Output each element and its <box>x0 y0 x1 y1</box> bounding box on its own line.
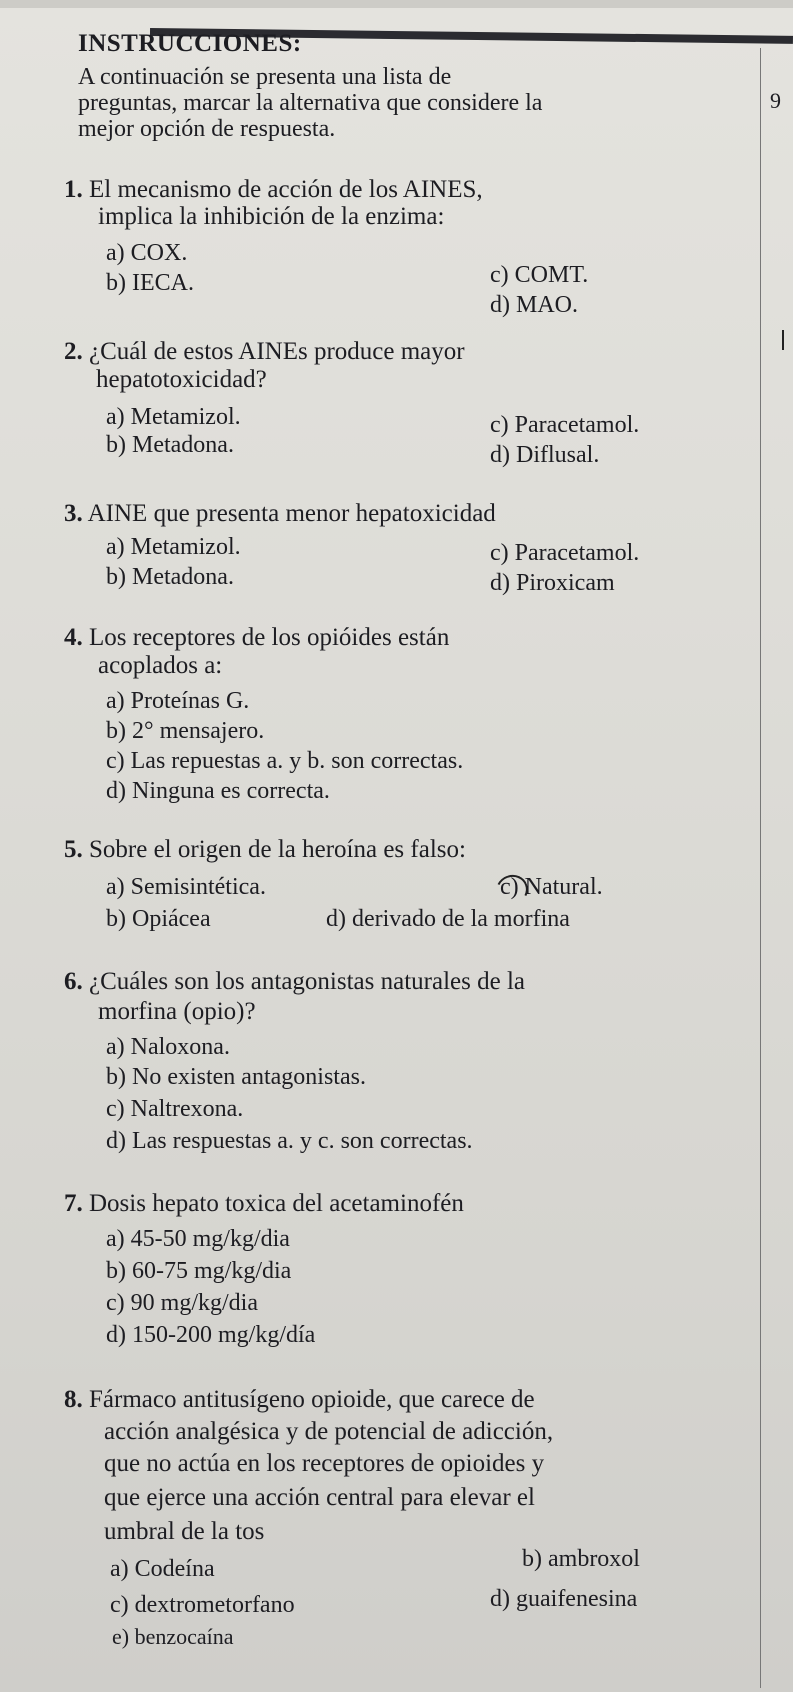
option-2a[interactable]: a) Metamizol. <box>106 404 241 430</box>
option-8b[interactable]: b) ambroxol <box>522 1546 640 1572</box>
question-number: 1. <box>64 176 83 203</box>
option-6d[interactable]: d) Las respuestas a. y c. son correctas. <box>106 1128 473 1154</box>
intro-line-2: preguntas, marcar la alternativa que considere la <box>78 90 543 116</box>
option-8a[interactable]: a) Codeína <box>110 1556 215 1582</box>
option-6a[interactable]: a) Naloxona. <box>106 1034 230 1060</box>
option-4a[interactable]: a) Proteínas G. <box>106 688 250 714</box>
question-number: 7. <box>64 1190 83 1217</box>
question-8-line-5: umbral de la tos <box>104 1518 265 1545</box>
question-1 <box>64 176 750 203</box>
question-4 <box>64 624 750 651</box>
question-1-line-2: implica la inhibición de la enzima: <box>98 203 445 230</box>
question-7 <box>64 1190 750 1217</box>
option-1d[interactable]: d) MAO. <box>490 292 578 318</box>
question-number: 5. <box>64 836 83 863</box>
option-8e[interactable]: e) benzocaína <box>112 1624 234 1649</box>
question-number: 3. <box>64 500 83 527</box>
option-8c[interactable]: c) dextrometorfano <box>110 1592 295 1618</box>
option-2b[interactable]: b) Metadona. <box>106 432 234 458</box>
option-3b[interactable]: b) Metadona. <box>106 564 234 590</box>
option-5c[interactable]: c) Natural. <box>500 874 603 900</box>
option-3d[interactable]: d) Piroxicam <box>490 570 615 596</box>
side-page-number: 9 <box>770 88 781 113</box>
option-1a[interactable]: a) COX. <box>106 240 188 266</box>
option-7b[interactable]: b) 60-75 mg/kg/dia <box>106 1258 292 1284</box>
question-4-line-2: acoplados a: <box>98 652 223 679</box>
option-1c[interactable]: c) COMT. <box>490 262 589 288</box>
option-7d[interactable]: d) 150-200 mg/kg/día <box>106 1322 316 1348</box>
option-8d[interactable]: d) guaifenesina <box>490 1586 638 1612</box>
option-7a[interactable]: a) 45-50 mg/kg/dia <box>106 1226 290 1252</box>
option-7c[interactable]: c) 90 mg/kg/dia <box>106 1290 258 1316</box>
question-8-line-3: que no actúa en los receptores de opioides y <box>104 1450 545 1477</box>
question-text: Los receptores de los opióides están <box>89 624 450 651</box>
option-4c[interactable]: c) Las repuestas a. y b. son correctas. <box>106 748 464 774</box>
question-8-line-2: acción analgésica y de potencial de adicción, <box>104 1418 554 1445</box>
question-text: Sobre el origen de la heroína es falso: <box>89 836 466 863</box>
question-8 <box>64 1386 750 1413</box>
option-5b[interactable]: b) Opiácea <box>106 906 211 932</box>
question-text: Fármaco antitusígeno opioide, que carece de <box>89 1386 535 1413</box>
question-3 <box>64 500 750 527</box>
option-4b[interactable]: b) 2° mensajero. <box>106 718 265 744</box>
question-number: 4. <box>64 624 83 651</box>
question-text: ¿Cuáles son los antagonistas naturales de la <box>89 968 525 995</box>
question-text: Dosis hepato toxica del acetaminofén <box>89 1190 464 1217</box>
question-8-line-4: que ejerce una acción central para elevar el <box>104 1484 535 1511</box>
option-2c[interactable]: c) Paracetamol. <box>490 412 640 438</box>
option-6b[interactable]: b) No existen antagonistas. <box>106 1064 366 1090</box>
question-number: 6. <box>64 968 83 995</box>
instructions-heading: INSTRUCCIONES: <box>78 30 302 57</box>
intro-line-1: A continuación se presenta una lista de <box>78 64 452 90</box>
question-text: El mecanismo de acción de los AINES, <box>89 176 483 203</box>
option-3a[interactable]: a) Metamizol. <box>106 534 241 560</box>
option-3c[interactable]: c) Paracetamol. <box>490 540 640 566</box>
question-5 <box>64 836 750 863</box>
question-number: 2. <box>64 338 83 365</box>
side-mark <box>782 330 784 350</box>
question-2-line-2: hepatotoxicidad? <box>96 366 267 393</box>
option-6c[interactable]: c) Naltrexona. <box>106 1096 244 1122</box>
question-number: 8. <box>64 1386 83 1413</box>
question-text: AINE que presenta menor hepatoxicidad <box>87 500 496 527</box>
intro-line-3: mejor opción de respuesta. <box>78 116 336 142</box>
option-2d[interactable]: d) Diflusal. <box>490 442 600 468</box>
option-5d[interactable]: d) derivado de la morfina <box>326 906 570 932</box>
question-6 <box>64 968 750 995</box>
option-1b[interactable]: b) IECA. <box>106 270 194 296</box>
question-text: ¿Cuál de estos AINEs produce mayor <box>89 338 465 365</box>
question-2 <box>64 338 750 365</box>
question-6-line-2: morfina (opio)? <box>98 998 256 1025</box>
option-4d[interactable]: d) Ninguna es correcta. <box>106 778 330 804</box>
option-5a[interactable]: a) Semisintética. <box>106 874 266 900</box>
